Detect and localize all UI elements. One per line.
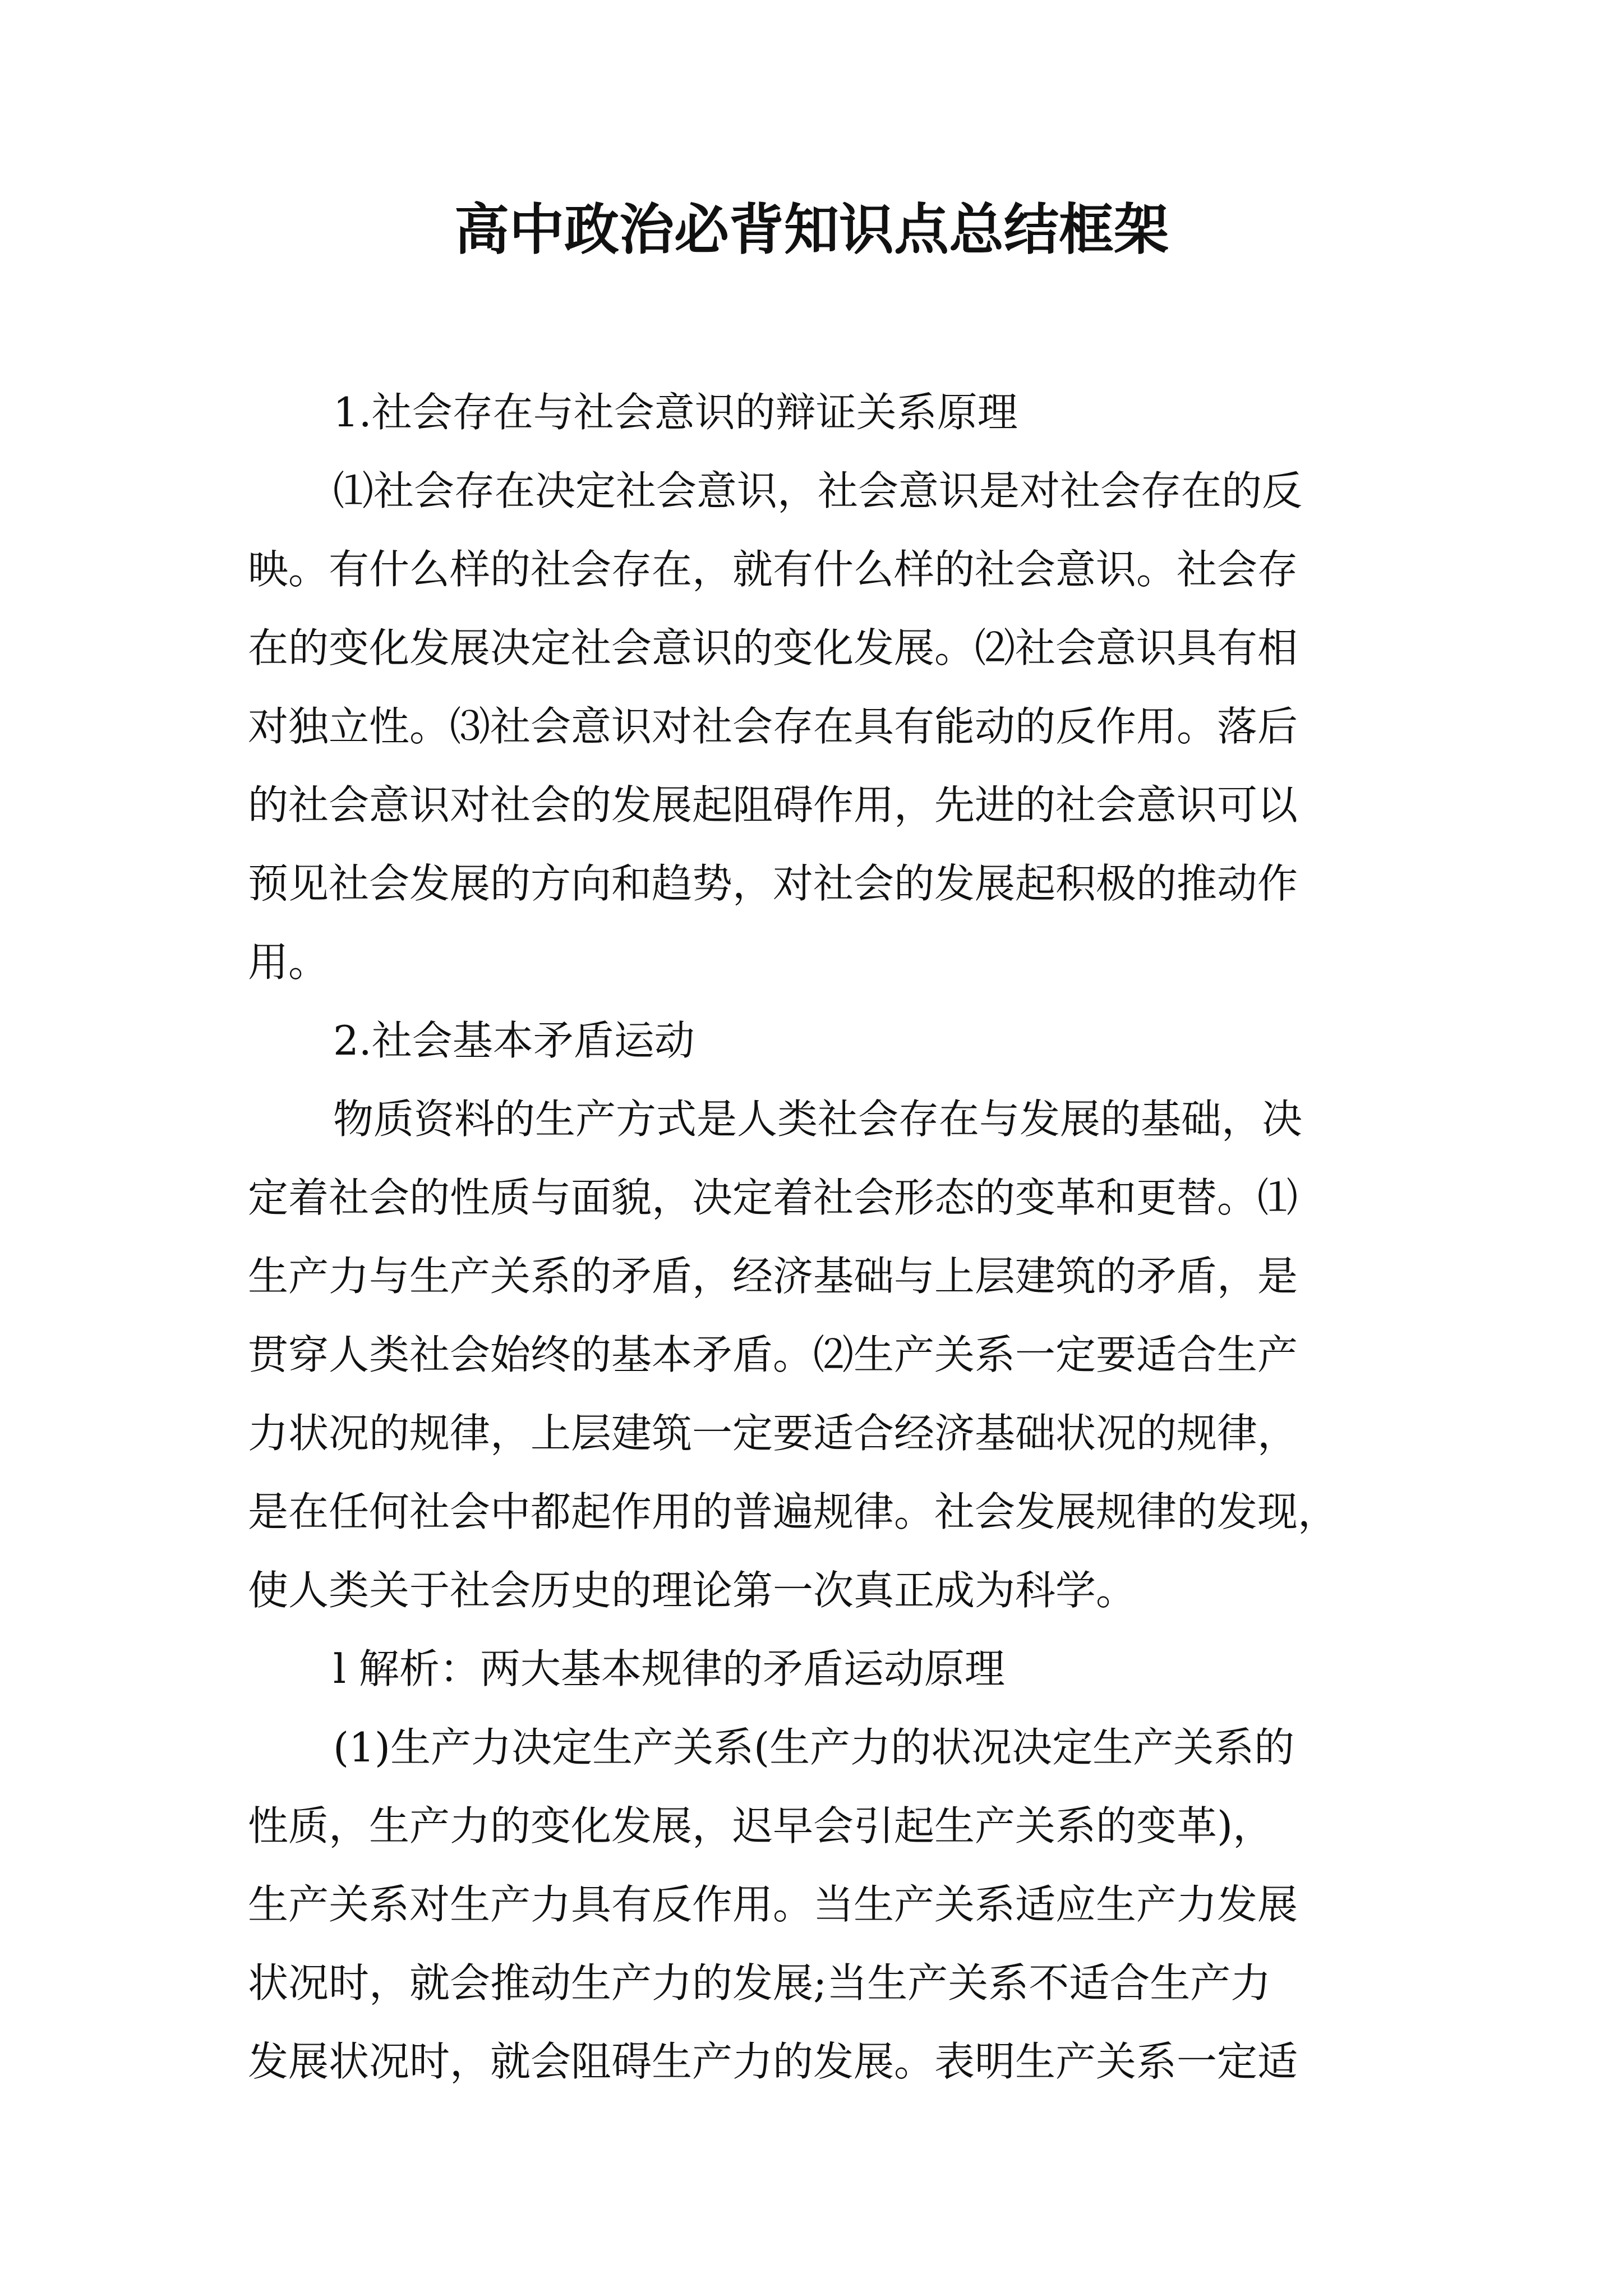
paragraph-line: 对独立性。⑶社会意识对社会存在具有能动的反作用。落后 <box>248 703 1298 750</box>
paragraph-line: 性质，生产力的变化发展，迟早会引起生产关系的变革)， <box>248 1802 1274 1849</box>
paragraph-line: 生产关系对生产力具有反作用。当生产关系适应生产力发展 <box>248 1881 1298 1928</box>
paragraph-line: 用。 <box>248 938 329 986</box>
paragraph-line: 映。有什么样的社会存在，就有什么样的社会意识。社会存 <box>248 546 1298 593</box>
paragraph-line: 定着社会的性质与面貌，决定着社会形态的变革和更替。⑴ <box>248 1174 1298 1221</box>
paragraph-line: 预见社会发展的方向和趋势，对社会的发展起积极的推动作 <box>248 860 1298 907</box>
paragraph-line: 生产力与生产关系的矛盾，经济基础与上层建筑的矛盾，是 <box>248 1253 1298 1300</box>
section-heading: l 解析：两大基本规律的矛盾运动原理 <box>333 1645 1005 1692</box>
section-heading: 2.社会基本矛盾运动 <box>333 1017 695 1064</box>
paragraph-line: 在的变化发展决定社会意识的变化发展。⑵社会意识具有相 <box>248 624 1298 671</box>
paragraph-line: 力状况的规律，上层建筑一定要适合经济基础状况的规律， <box>248 1410 1298 1457</box>
paragraph-line: 发展状况时，就会阻碍生产力的发展。表明生产关系一定适 <box>248 2038 1298 2085</box>
paragraph-line: 的社会意识对社会的发展起阻碍作用，先进的社会意识可以 <box>248 781 1298 829</box>
paragraph-line: 使人类关于社会历史的理论第一次真正成为科学。 <box>248 1567 1137 1614</box>
paragraph-line: 贯穿人类社会始终的基本矛盾。⑵生产关系一定要适合生产 <box>248 1331 1298 1378</box>
document-body <box>248 373 1386 2101</box>
section-heading: 1.社会存在与社会意识的辩证关系原理 <box>333 389 1018 436</box>
paragraph-line: (1)生产力决定生产关系(生产力的状况决定生产关系的 <box>333 1724 1295 1771</box>
paragraph-line: 是在任何社会中都起作用的普遍规律。社会发展规律的发现， <box>248 1488 1339 1535</box>
paragraph-line: ⑴社会存在决定社会意识，社会意识是对社会存在的反 <box>333 467 1303 514</box>
page-title: 高中政治必背知识点总结框架 <box>454 197 1169 262</box>
paragraph-line: 状况时，就会推动生产力的发展;当生产关系不适合生产力 <box>248 1959 1271 2007</box>
paragraph-line: 物质资料的生产方式是人类社会存在与发展的基础，决 <box>333 1096 1303 1143</box>
